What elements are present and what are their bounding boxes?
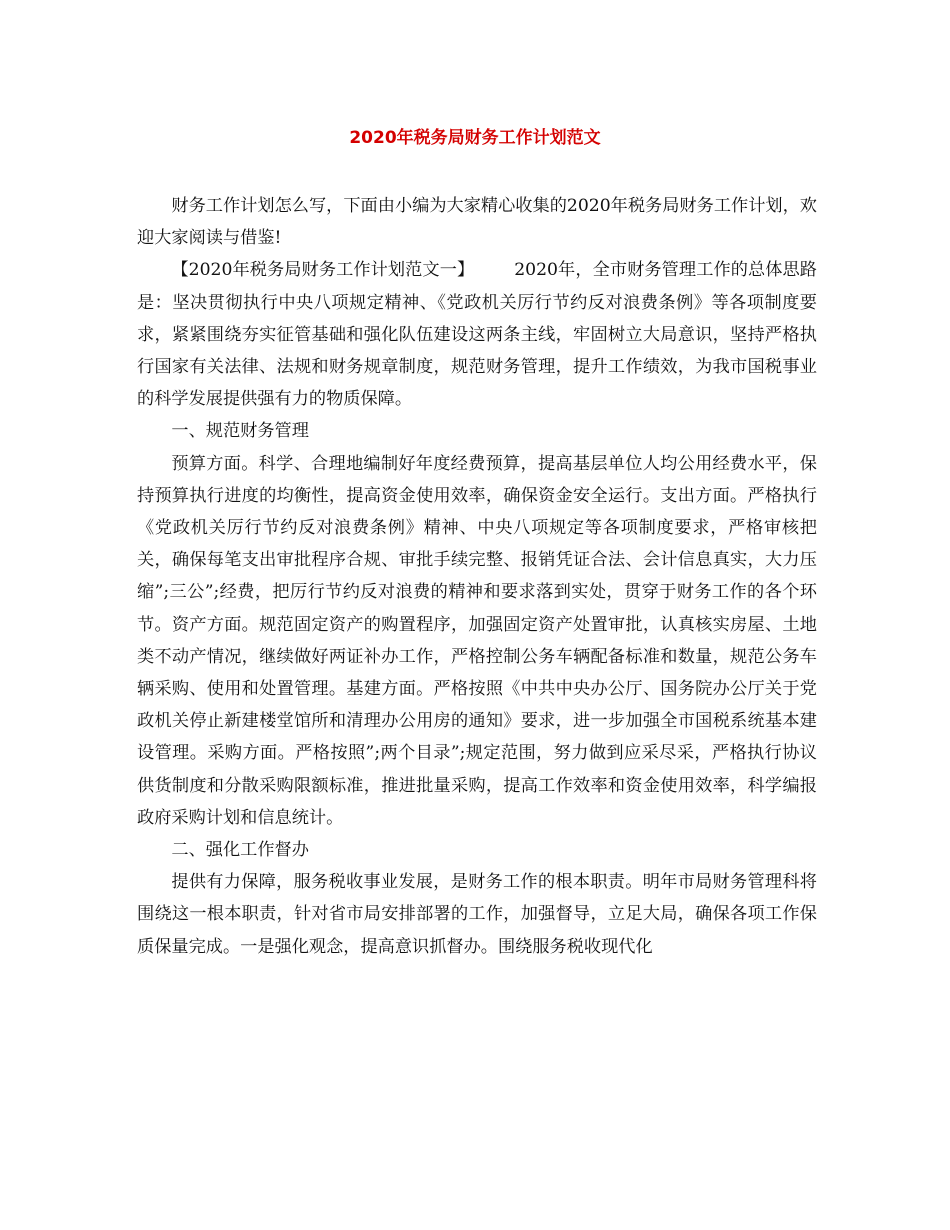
- section-heading-2: 二、强化工作督办: [171, 840, 309, 861]
- section-paragraph-2: 提供有力保障，服务税收事业发展，是财务工作的根本职责。明年市局财务管理科将围绕这一根本职责，针对省市局安排部署的工作，加强督导，立足大局，确保各项工作保质保量完成。一是强化观念，提高意识抓督办。围绕服务税收现代化: [137, 872, 817, 957]
- sample-label: 【2020年税务局财务工作计划范文一】: [171, 260, 475, 281]
- sample-text: 2020年，全市财务管理工作的总体思路是：坚决贯彻执行中央八项规定精神、《党政机关厉行节约反对浪费条例》等各项制度要求，紧紧围绕夯实征管基础和强化队伍建设这两条主线，牢固树立大局意识，坚持严格执行国家有关法律、法规和财务规章制度，规范财务管理，提升工作绩效，为我市国税事业的科学发展提供强有力的物质保障。: [137, 260, 817, 410]
- intro-paragraph: 财务工作计划怎么写，下面由小编为大家精心收集的2020年税务局财务工作计划，欢迎大家阅读与借鉴!: [137, 196, 817, 249]
- document-title: 2020年税务局财务工作计划范文: [349, 128, 601, 148]
- section-heading-1: 一、规范财务管理: [171, 421, 309, 442]
- document-body: [137, 190, 817, 963]
- section-paragraph-1: 预算方面。科学、合理地编制好年度经费预算，提高基层单位人均公用经费水平，保持预算执行进度的均衡性，提高资金使用效率，确保资金安全运行。支出方面。严格执行《党政机关厉行节约反对浪费条例》精神、中央八项规定等各项制度要求，严格审核把关，确保每笔支出审批程序合规、审批手续完整、报销凭证合法、会计信息真实，大力压缩”;三公”;经费，把厉行节约反对浪费的精神和要求落到实处，贯穿于财务工作的各个环节。资产方面。规范固定资产的购置程序，加强固定资产处置审批，认真核实房屋、土地类不动产情况，继续做好两证补办工作，严格控制公务车辆配备标准和数量，规范公务车辆采购、使用和处置管理。基建方面。严格按照《中共中央办公厅、国务院办公厅关于党政机关停止新建楼堂馆所和清理办公用房的通知》要求，进一步加强全市国税系统基本建设管理。采购方面。严格按照”;两个目录”;规定范围，努力做到应采尽采，严格执行协议供货制度和分散采购限额标准，推进批量采购，提高工作效率和资金使用效率，科学编报政府采购计划和信息统计。: [137, 453, 817, 828]
- sample-paragraph: [137, 254, 817, 415]
